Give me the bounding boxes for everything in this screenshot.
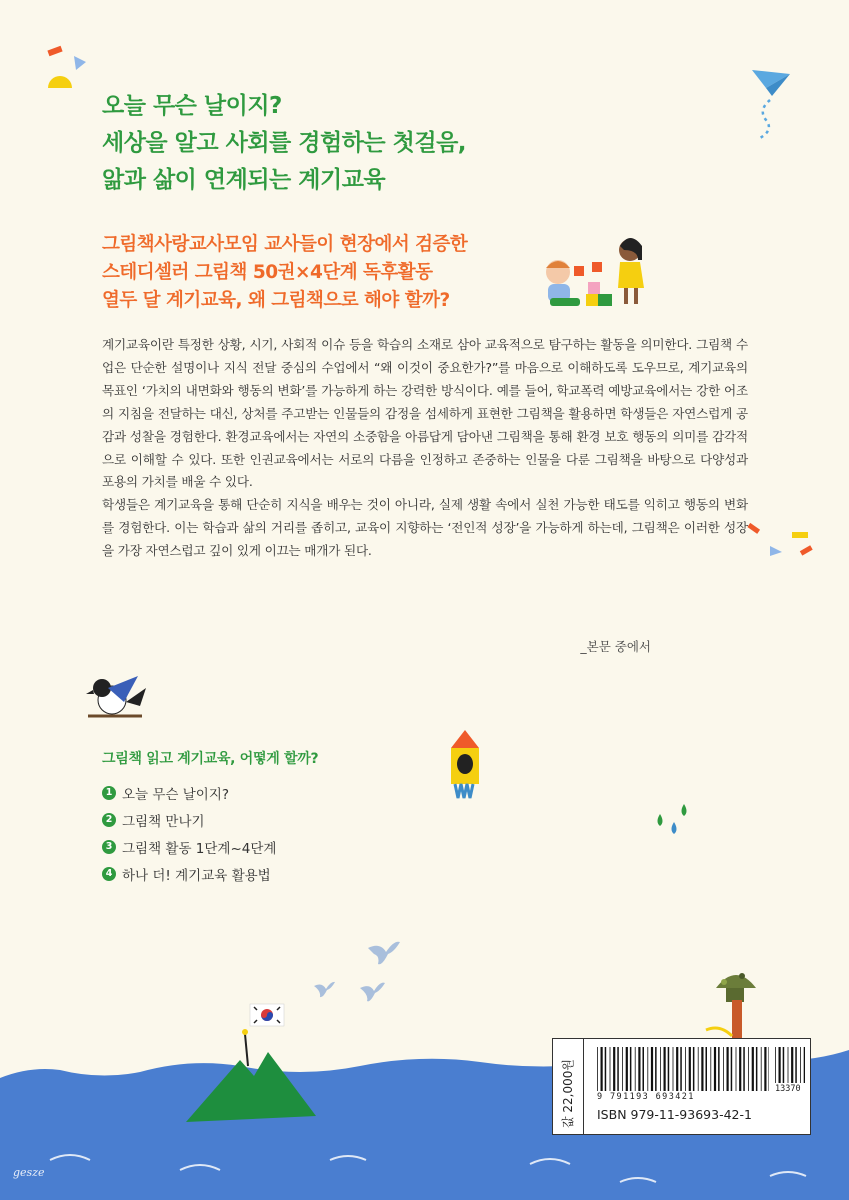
barcode-bar — [804, 1047, 805, 1083]
toc-item-label: 그림책 활동 1단계~4단계 — [122, 840, 277, 857]
barcode-bar — [597, 1047, 598, 1091]
soldier-memorial-illustration — [706, 973, 756, 1040]
headline-line-2: 세상을 알고 사회를 경험하는 첫걸음, — [102, 130, 467, 156]
barcode-bar — [727, 1047, 729, 1091]
barcode-bar — [769, 1047, 770, 1091]
addon-barcode-bars — [775, 1047, 805, 1083]
barcode-bar — [689, 1047, 691, 1091]
price-label — [555, 1039, 584, 1134]
barcode-bar — [613, 1047, 615, 1091]
headline — [102, 88, 466, 199]
raindrops-illustration — [658, 804, 687, 834]
toc-list — [102, 779, 276, 887]
barcode-bar — [800, 1047, 801, 1083]
barcode-bar — [752, 1047, 754, 1091]
toc-item — [102, 860, 276, 887]
barcode-bar — [651, 1047, 653, 1091]
barcode-bar — [655, 1047, 657, 1091]
barcode-bar — [605, 1047, 607, 1091]
excerpt-source: _본문 중에서 — [580, 639, 651, 654]
body-paragraph-1: 계기교육이란 특정한 상황, 시기, 사회적 이슈 등을 학습의 소재로 삼아 교육적으로 탐구하는 활동을 의미한다. 그림책 수업은 단순한 설명이나 지식 전달 중심의 수업에서 “왜 이것이 중요한가?”를 마음으로 이해하도록 도우므로, 계기교육의 목표인 ‘가치의 내면화와 행동의 변화’를 가능하게 하는 강력한 방식이다. 예를 들어, 학교폭력 예방교육에서는 강한 어조의 지침을 전달하는 대신, 상처를 주고받는 인물들의 감정을 섬세하게 표현한 그림책을 활용하면 학생들은 자연스럽게 공감과 성찰을 경험한다. 환경교육에서는 자연의 소중함을 아름답게 담아낸 그림책을 통해 환경 보호 행동의 의미를 감각적으로 이해할 수 있다. 또한 인권교육에서는 서로의 다름을 인정하고 존중하는 인물을 다룬 그림책을 바탕으로 다양성과 포용의 가치를 배울 수 있다. — [102, 337, 748, 490]
barcode-bar — [714, 1047, 716, 1091]
toc-item-label: 오늘 무슨 날이지? — [122, 786, 230, 803]
barcode-bar — [795, 1047, 797, 1083]
barcode-bar — [638, 1047, 640, 1091]
barcode-bar — [783, 1047, 785, 1083]
toc-number-badge: 2 — [102, 813, 116, 827]
subhead-line-3: 열두 달 계기교육, 왜 그림책으로 해야 할까? — [102, 290, 450, 311]
barcode-bar — [660, 1047, 661, 1091]
rocket-illustration — [451, 730, 479, 798]
barcode-bar — [736, 1047, 737, 1091]
subhead-line-2: 스테디셀러 그림책 50권×4단계 독후활동 — [102, 262, 433, 283]
toc-item — [102, 779, 276, 806]
barcode-digits: 9 791193 693421 — [597, 1092, 695, 1102]
toc-title: 그림책 읽고 계기교육, 어떻게 할까? — [102, 751, 319, 767]
price-text: 값 22,000원 — [561, 1059, 575, 1128]
barcode-bar — [748, 1047, 749, 1091]
barcode-bar — [743, 1047, 745, 1091]
subhead-line-1: 그림책사랑교사모임 교사들이 현장에서 검증한 — [102, 234, 468, 255]
subheadline — [102, 231, 467, 315]
barcode-bar — [739, 1047, 741, 1091]
barcode-bar — [701, 1047, 703, 1091]
paper-plane-illustration — [752, 70, 790, 138]
barcode-bar — [668, 1047, 670, 1091]
addon-digits: 13370 — [775, 1084, 801, 1094]
barcode-bar — [680, 1047, 682, 1091]
barcode-bar — [617, 1047, 619, 1091]
confetti-right — [747, 523, 812, 556]
barcode-bar — [664, 1047, 666, 1091]
barcode-bar — [676, 1047, 678, 1091]
barcode-bar — [610, 1047, 611, 1091]
barcode-bar — [698, 1047, 699, 1091]
barcode-bar — [693, 1047, 695, 1091]
isbn-number: ISBN 979-11-93693-42-1 — [597, 1107, 752, 1122]
barcode-bar — [731, 1047, 733, 1091]
headline-line-1: 오늘 무슨 날이지? — [102, 93, 282, 119]
body-paragraph-2: 학생들은 계기교육을 통해 단순히 지식을 배우는 것이 아니라, 실제 생활 속에서 실천 가능한 태도를 익히고 행동의 변화를 경험한다. 이는 학습과 삶의 거리를 좁히고, 교육이 지향하는 ‘전인적 성장’을 가능하게 하는데, 그림책은 이러한 성장을 가장 자연스럽고 깊이 있게 이끄는 매개가 된다. — [102, 497, 748, 559]
birds-illustration — [314, 942, 400, 1002]
barcode-bar — [626, 1047, 628, 1091]
barcode-bar — [643, 1047, 645, 1091]
toc-item — [102, 806, 276, 833]
toc-number-badge: 1 — [102, 786, 116, 800]
korean-flag-illustration — [250, 1004, 284, 1026]
toc-item — [102, 833, 276, 860]
children-blocks-illustration — [546, 238, 644, 306]
toc-number-badge: 4 — [102, 867, 116, 881]
barcode-bars — [597, 1047, 769, 1091]
barcode-bar — [685, 1047, 686, 1091]
barcode-bar — [710, 1047, 711, 1091]
publisher-logo: gesze — [13, 1166, 45, 1179]
barcode-bar — [630, 1047, 632, 1091]
magpie-illustration — [86, 676, 146, 716]
barcode-bar — [788, 1047, 789, 1083]
barcode-bar — [791, 1047, 793, 1083]
barcode-bar — [761, 1047, 762, 1091]
confetti-top-left — [47, 46, 86, 88]
barcode-bar — [764, 1047, 766, 1091]
headline-line-3: 앎과 삶이 연계되는 계기교육 — [102, 167, 386, 193]
barcode-bar — [756, 1047, 758, 1091]
barcode-bar — [673, 1047, 674, 1091]
isbn-barcode-box — [552, 1038, 811, 1135]
barcode-bar — [718, 1047, 720, 1091]
barcode-bar — [706, 1047, 708, 1091]
barcode-bar — [775, 1047, 776, 1083]
toc-item-label: 하나 더! 계기교육 활용법 — [122, 867, 271, 884]
barcode-bar — [779, 1047, 781, 1083]
barcode-bar — [635, 1047, 636, 1091]
barcode-bar — [601, 1047, 603, 1091]
barcode-bar — [723, 1047, 724, 1091]
toc-number-badge: 3 — [102, 840, 116, 854]
barcode-bar — [647, 1047, 648, 1091]
excerpt-body — [102, 334, 748, 563]
barcode-bar — [622, 1047, 623, 1091]
toc-item-label: 그림책 만나기 — [122, 813, 205, 830]
